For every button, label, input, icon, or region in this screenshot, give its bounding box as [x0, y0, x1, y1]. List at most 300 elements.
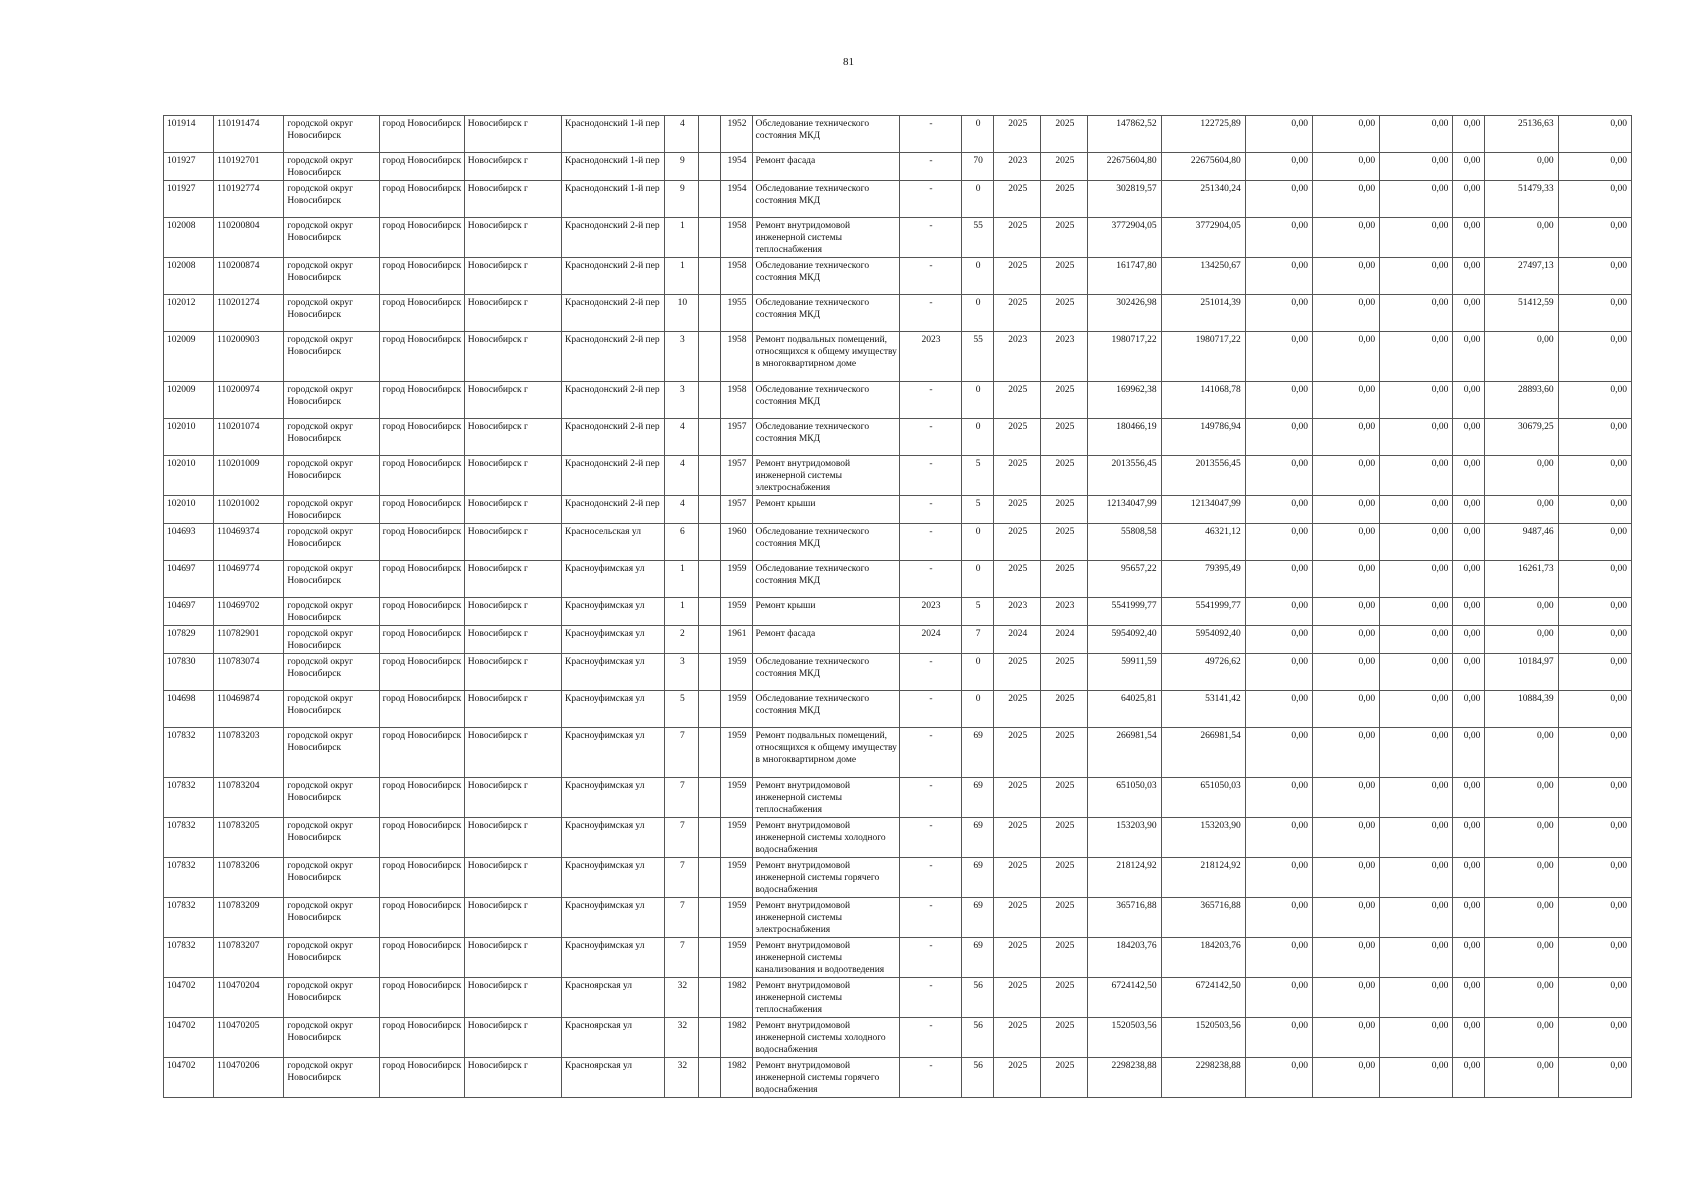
page-number: 81 [843, 56, 854, 68]
cell-work-type: Ремонт фасада [752, 626, 899, 654]
cell-reserve: 0,00 [1558, 598, 1631, 626]
cell-other-funds: 0,00 [1453, 419, 1485, 456]
cell-work-id: 110192701 [214, 153, 284, 181]
cell-locality: Новосибирск г [464, 524, 561, 561]
cell-start-year: 2025 [994, 295, 1041, 332]
cell-budget-local: 0,00 [1380, 153, 1453, 181]
cell-building [699, 419, 721, 456]
cell-work-type: Ремонт внутридомовой инженерной системы холодного водоснабжения [752, 818, 899, 858]
cell-work-type: Ремонт фасада [752, 153, 899, 181]
cell-house-number: 2 [665, 626, 699, 654]
cell-budget-federal: 0,00 [1245, 1058, 1312, 1098]
cell-budget-regional: 0,00 [1312, 116, 1379, 153]
cell-municipal-district: городской округ Новосибирск [284, 332, 379, 382]
cell-plan-year: - [899, 778, 961, 818]
cell-budget-federal: 0,00 [1245, 295, 1312, 332]
cell-house-id: 107832 [164, 778, 214, 818]
cell-start-year: 2023 [994, 153, 1041, 181]
cell-municipal-district: городской округ Новосибирск [284, 561, 379, 598]
cell-start-year: 2025 [994, 561, 1041, 598]
cell-house-id: 107832 [164, 898, 214, 938]
cell-street: Краснодонский 1-й пер [562, 116, 665, 153]
cell-fund-amount: 5954092,40 [1161, 626, 1245, 654]
cell-street: Красноуфимская ул [562, 598, 665, 626]
cell-plan-year: - [899, 218, 961, 258]
cell-total-cost: 95657,22 [1088, 561, 1161, 598]
table-row [164, 295, 1632, 332]
cell-build-year: 1959 [721, 561, 752, 598]
cell-fund-amount: 153203,90 [1161, 818, 1245, 858]
cell-house-id: 104693 [164, 524, 214, 561]
cell-locality: Новосибирск г [464, 598, 561, 626]
cell-owner-funds: 0,00 [1485, 938, 1558, 978]
cell-end-year: 2025 [1041, 496, 1088, 524]
cell-municipal-district: городской округ Новосибирск [284, 978, 379, 1018]
cell-house-id: 104702 [164, 978, 214, 1018]
cell-street: Красноярская ул [562, 1058, 665, 1098]
cell-budget-regional: 0,00 [1312, 728, 1379, 778]
cell-budget-federal: 0,00 [1245, 524, 1312, 561]
cell-reserve: 0,00 [1558, 524, 1631, 561]
cell-reserve: 0,00 [1558, 818, 1631, 858]
cell-plan-year: - [899, 691, 961, 728]
cell-reserve: 0,00 [1558, 153, 1631, 181]
cell-municipal-district: городской округ Новосибирск [284, 858, 379, 898]
cell-budget-federal: 0,00 [1245, 258, 1312, 295]
cell-settlement: город Новосибирск [379, 496, 464, 524]
cell-budget-local: 0,00 [1380, 858, 1453, 898]
cell-municipal-district: городской округ Новосибирск [284, 181, 379, 218]
cell-build-year: 1959 [721, 691, 752, 728]
cell-start-year: 2025 [994, 818, 1041, 858]
cell-municipal-district: городской округ Новосибирск [284, 728, 379, 778]
cell-street: Краснодонский 2-й пер [562, 456, 665, 496]
cell-total-cost: 5954092,40 [1088, 626, 1161, 654]
cell-work-id: 110469774 [214, 561, 284, 598]
cell-build-year: 1982 [721, 978, 752, 1018]
cell-end-year: 2025 [1041, 818, 1088, 858]
cell-budget-local: 0,00 [1380, 818, 1453, 858]
cell-build-year: 1958 [721, 332, 752, 382]
cell-budget-regional: 0,00 [1312, 496, 1379, 524]
table-row [164, 858, 1632, 898]
table-row [164, 116, 1632, 153]
table-row [164, 1058, 1632, 1098]
cell-house-id: 101914 [164, 116, 214, 153]
cell-work-id: 110782901 [214, 626, 284, 654]
cell-locality: Новосибирск г [464, 258, 561, 295]
cell-other-funds: 0,00 [1453, 181, 1485, 218]
cell-other-funds: 0,00 [1453, 258, 1485, 295]
cell-other-funds: 0,00 [1453, 561, 1485, 598]
cell-other-funds: 0,00 [1453, 456, 1485, 496]
cell-building [699, 778, 721, 818]
cell-reserve: 0,00 [1558, 258, 1631, 295]
cell-work-id: 110783074 [214, 654, 284, 691]
cell-budget-local: 0,00 [1380, 898, 1453, 938]
cell-street: Красноуфимская ул [562, 561, 665, 598]
cell-total-cost: 302819,57 [1088, 181, 1161, 218]
table-row [164, 778, 1632, 818]
cell-budget-local: 0,00 [1380, 181, 1453, 218]
cell-owner-funds: 0,00 [1485, 598, 1558, 626]
table-row [164, 898, 1632, 938]
cell-building [699, 654, 721, 691]
cell-settlement: город Новосибирск [379, 598, 464, 626]
cell-wear-percent: 56 [962, 978, 994, 1018]
cell-start-year: 2025 [994, 938, 1041, 978]
cell-end-year: 2025 [1041, 258, 1088, 295]
cell-other-funds: 0,00 [1453, 978, 1485, 1018]
cell-budget-regional: 0,00 [1312, 258, 1379, 295]
cell-street: Красноуфимская ул [562, 691, 665, 728]
cell-budget-regional: 0,00 [1312, 778, 1379, 818]
cell-fund-amount: 651050,03 [1161, 778, 1245, 818]
cell-settlement: город Новосибирск [379, 858, 464, 898]
cell-other-funds: 0,00 [1453, 218, 1485, 258]
cell-work-id: 110783207 [214, 938, 284, 978]
cell-total-cost: 1980717,22 [1088, 332, 1161, 382]
cell-work-id: 110783209 [214, 898, 284, 938]
cell-budget-local: 0,00 [1380, 116, 1453, 153]
cell-house-number: 7 [665, 728, 699, 778]
cell-start-year: 2023 [994, 598, 1041, 626]
cell-street: Краснодонский 2-й пер [562, 382, 665, 419]
cell-start-year: 2024 [994, 626, 1041, 654]
cell-budget-federal: 0,00 [1245, 332, 1312, 382]
cell-end-year: 2025 [1041, 218, 1088, 258]
table-row [164, 524, 1632, 561]
cell-house-id: 102008 [164, 258, 214, 295]
cell-budget-local: 0,00 [1380, 382, 1453, 419]
table-row [164, 818, 1632, 858]
cell-total-cost: 59911,59 [1088, 654, 1161, 691]
cell-build-year: 1959 [721, 898, 752, 938]
cell-build-year: 1958 [721, 258, 752, 295]
cell-work-type: Обследование технического состояния МКД [752, 258, 899, 295]
table-row [164, 181, 1632, 218]
cell-other-funds: 0,00 [1453, 858, 1485, 898]
cell-total-cost: 12134047,99 [1088, 496, 1161, 524]
cell-house-number: 5 [665, 691, 699, 728]
cell-fund-amount: 6724142,50 [1161, 978, 1245, 1018]
table-row [164, 938, 1632, 978]
cell-plan-year: - [899, 1058, 961, 1098]
cell-municipal-district: городской округ Новосибирск [284, 778, 379, 818]
table-row [164, 456, 1632, 496]
cell-budget-local: 0,00 [1380, 938, 1453, 978]
cell-reserve: 0,00 [1558, 978, 1631, 1018]
cell-work-id: 110192774 [214, 181, 284, 218]
cell-work-type: Обследование технического состояния МКД [752, 181, 899, 218]
cell-owner-funds: 10184,97 [1485, 654, 1558, 691]
cell-settlement: город Новосибирск [379, 818, 464, 858]
cell-municipal-district: городской округ Новосибирск [284, 382, 379, 419]
cell-build-year: 1957 [721, 456, 752, 496]
cell-budget-local: 0,00 [1380, 626, 1453, 654]
cell-municipal-district: городской округ Новосибирск [284, 153, 379, 181]
cell-other-funds: 0,00 [1453, 524, 1485, 561]
cell-house-number: 1 [665, 258, 699, 295]
cell-other-funds: 0,00 [1453, 598, 1485, 626]
cell-budget-federal: 0,00 [1245, 858, 1312, 898]
cell-fund-amount: 141068,78 [1161, 382, 1245, 419]
cell-settlement: город Новосибирск [379, 691, 464, 728]
cell-other-funds: 0,00 [1453, 654, 1485, 691]
cell-reserve: 0,00 [1558, 898, 1631, 938]
cell-start-year: 2025 [994, 1018, 1041, 1058]
cell-end-year: 2023 [1041, 332, 1088, 382]
cell-wear-percent: 69 [962, 818, 994, 858]
cell-house-id: 101927 [164, 181, 214, 218]
cell-start-year: 2025 [994, 116, 1041, 153]
cell-budget-local: 0,00 [1380, 496, 1453, 524]
cell-settlement: город Новосибирск [379, 778, 464, 818]
cell-work-id: 110200903 [214, 332, 284, 382]
cell-house-number: 4 [665, 419, 699, 456]
cell-house-number: 9 [665, 153, 699, 181]
cell-locality: Новосибирск г [464, 382, 561, 419]
cell-total-cost: 2013556,45 [1088, 456, 1161, 496]
cell-building [699, 561, 721, 598]
cell-fund-amount: 12134047,99 [1161, 496, 1245, 524]
cell-municipal-district: городской округ Новосибирск [284, 295, 379, 332]
cell-total-cost: 22675604,80 [1088, 153, 1161, 181]
cell-municipal-district: городской округ Новосибирск [284, 1018, 379, 1058]
cell-build-year: 1961 [721, 626, 752, 654]
cell-fund-amount: 184203,76 [1161, 938, 1245, 978]
cell-budget-regional: 0,00 [1312, 1058, 1379, 1098]
cell-locality: Новосибирск г [464, 654, 561, 691]
cell-plan-year: - [899, 818, 961, 858]
cell-start-year: 2025 [994, 654, 1041, 691]
cell-fund-amount: 1520503,56 [1161, 1018, 1245, 1058]
cell-end-year: 2025 [1041, 1058, 1088, 1098]
cell-house-id: 102009 [164, 332, 214, 382]
cell-building [699, 332, 721, 382]
cell-budget-local: 0,00 [1380, 1018, 1453, 1058]
cell-work-id: 110200974 [214, 382, 284, 419]
cell-end-year: 2025 [1041, 778, 1088, 818]
cell-start-year: 2025 [994, 1058, 1041, 1098]
cell-municipal-district: городской округ Новосибирск [284, 818, 379, 858]
cell-municipal-district: городской округ Новосибирск [284, 496, 379, 524]
cell-street: Краснодонский 2-й пер [562, 496, 665, 524]
cell-wear-percent: 69 [962, 858, 994, 898]
table-row [164, 258, 1632, 295]
cell-budget-local: 0,00 [1380, 598, 1453, 626]
cell-street: Красноярская ул [562, 1018, 665, 1058]
cell-start-year: 2025 [994, 978, 1041, 1018]
cell-start-year: 2025 [994, 258, 1041, 295]
cell-budget-federal: 0,00 [1245, 153, 1312, 181]
cell-house-id: 102008 [164, 218, 214, 258]
cell-work-type: Обследование технического состояния МКД [752, 654, 899, 691]
cell-budget-federal: 0,00 [1245, 116, 1312, 153]
cell-work-type: Ремонт внутридомовой инженерной системы горячего водоснабжения [752, 858, 899, 898]
cell-owner-funds: 25136,63 [1485, 116, 1558, 153]
cell-building [699, 898, 721, 938]
cell-municipal-district: городской округ Новосибирск [284, 626, 379, 654]
cell-wear-percent: 5 [962, 598, 994, 626]
cell-other-funds: 0,00 [1453, 898, 1485, 938]
cell-start-year: 2025 [994, 728, 1041, 778]
cell-settlement: город Новосибирск [379, 524, 464, 561]
cell-settlement: город Новосибирск [379, 728, 464, 778]
cell-plan-year: - [899, 728, 961, 778]
cell-budget-regional: 0,00 [1312, 181, 1379, 218]
cell-house-number: 9 [665, 181, 699, 218]
table-row [164, 728, 1632, 778]
cell-other-funds: 0,00 [1453, 728, 1485, 778]
table-row [164, 598, 1632, 626]
cell-work-type: Ремонт внутридомовой инженерной системы канализования и водоотведения [752, 938, 899, 978]
cell-municipal-district: городской округ Новосибирск [284, 456, 379, 496]
cell-budget-federal: 0,00 [1245, 778, 1312, 818]
cell-owner-funds: 30679,25 [1485, 419, 1558, 456]
cell-settlement: город Новосибирск [379, 626, 464, 654]
cell-reserve: 0,00 [1558, 181, 1631, 218]
cell-fund-amount: 3772904,05 [1161, 218, 1245, 258]
cell-house-number: 7 [665, 898, 699, 938]
cell-owner-funds: 27497,13 [1485, 258, 1558, 295]
cell-budget-regional: 0,00 [1312, 382, 1379, 419]
cell-work-id: 110201074 [214, 419, 284, 456]
cell-reserve: 0,00 [1558, 858, 1631, 898]
cell-building [699, 1018, 721, 1058]
cell-wear-percent: 0 [962, 116, 994, 153]
cell-reserve: 0,00 [1558, 419, 1631, 456]
cell-house-number: 7 [665, 938, 699, 978]
cell-owner-funds: 0,00 [1485, 818, 1558, 858]
cell-fund-amount: 53141,42 [1161, 691, 1245, 728]
cell-total-cost: 169962,38 [1088, 382, 1161, 419]
cell-house-number: 1 [665, 561, 699, 598]
cell-reserve: 0,00 [1558, 1018, 1631, 1058]
cell-fund-amount: 122725,89 [1161, 116, 1245, 153]
cell-start-year: 2025 [994, 524, 1041, 561]
cell-reserve: 0,00 [1558, 938, 1631, 978]
cell-start-year: 2025 [994, 218, 1041, 258]
cell-fund-amount: 266981,54 [1161, 728, 1245, 778]
cell-municipal-district: городской округ Новосибирск [284, 1058, 379, 1098]
cell-start-year: 2025 [994, 456, 1041, 496]
cell-settlement: город Новосибирск [379, 295, 464, 332]
cell-settlement: город Новосибирск [379, 116, 464, 153]
cell-budget-federal: 0,00 [1245, 561, 1312, 598]
cell-other-funds: 0,00 [1453, 295, 1485, 332]
cell-locality: Новосибирск г [464, 496, 561, 524]
cell-work-type: Ремонт подвальных помещений, относящихся к общему имуществу в многоквартирном доме [752, 332, 899, 382]
cell-plan-year: - [899, 153, 961, 181]
cell-plan-year: 2024 [899, 626, 961, 654]
cell-reserve: 0,00 [1558, 778, 1631, 818]
cell-house-number: 4 [665, 496, 699, 524]
cell-budget-federal: 0,00 [1245, 691, 1312, 728]
cell-settlement: город Новосибирск [379, 456, 464, 496]
cell-total-cost: 5541999,77 [1088, 598, 1161, 626]
cell-street: Краснодонский 2-й пер [562, 332, 665, 382]
cell-locality: Новосибирск г [464, 561, 561, 598]
cell-other-funds: 0,00 [1453, 938, 1485, 978]
cell-work-id: 110470204 [214, 978, 284, 1018]
cell-fund-amount: 46321,12 [1161, 524, 1245, 561]
cell-owner-funds: 0,00 [1485, 332, 1558, 382]
cell-budget-federal: 0,00 [1245, 419, 1312, 456]
cell-budget-federal: 0,00 [1245, 654, 1312, 691]
cell-settlement: город Новосибирск [379, 898, 464, 938]
cell-work-id: 110783204 [214, 778, 284, 818]
cell-wear-percent: 0 [962, 419, 994, 456]
table-row [164, 1018, 1632, 1058]
cell-building [699, 626, 721, 654]
cell-street: Красноярская ул [562, 978, 665, 1018]
cell-work-id: 110201274 [214, 295, 284, 332]
cell-end-year: 2025 [1041, 456, 1088, 496]
cell-total-cost: 55808,58 [1088, 524, 1161, 561]
cell-budget-regional: 0,00 [1312, 858, 1379, 898]
cell-plan-year: - [899, 524, 961, 561]
cell-build-year: 1958 [721, 218, 752, 258]
cell-house-id: 107832 [164, 818, 214, 858]
cell-end-year: 2025 [1041, 419, 1088, 456]
cell-fund-amount: 5541999,77 [1161, 598, 1245, 626]
cell-municipal-district: городской округ Новосибирск [284, 654, 379, 691]
cell-building [699, 181, 721, 218]
cell-locality: Новосибирск г [464, 728, 561, 778]
cell-municipal-district: городской округ Новосибирск [284, 898, 379, 938]
cell-fund-amount: 22675604,80 [1161, 153, 1245, 181]
cell-house-id: 107830 [164, 654, 214, 691]
cell-locality: Новосибирск г [464, 456, 561, 496]
cell-municipal-district: городской округ Новосибирск [284, 691, 379, 728]
cell-end-year: 2023 [1041, 598, 1088, 626]
cell-building [699, 598, 721, 626]
cell-settlement: город Новосибирск [379, 181, 464, 218]
cell-settlement: город Новосибирск [379, 1058, 464, 1098]
table-row [164, 626, 1632, 654]
cell-work-id: 110470205 [214, 1018, 284, 1058]
cell-locality: Новосибирск г [464, 818, 561, 858]
cell-budget-federal: 0,00 [1245, 978, 1312, 1018]
cell-wear-percent: 0 [962, 258, 994, 295]
cell-owner-funds: 0,00 [1485, 626, 1558, 654]
cell-build-year: 1959 [721, 938, 752, 978]
cell-locality: Новосибирск г [464, 153, 561, 181]
cell-owner-funds: 0,00 [1485, 778, 1558, 818]
cell-work-type: Обследование технического состояния МКД [752, 561, 899, 598]
cell-house-id: 101927 [164, 153, 214, 181]
cell-house-number: 3 [665, 382, 699, 419]
cell-wear-percent: 0 [962, 181, 994, 218]
cell-house-number: 32 [665, 1018, 699, 1058]
cell-street: Красносельская ул [562, 524, 665, 561]
cell-fund-amount: 218124,92 [1161, 858, 1245, 898]
cell-wear-percent: 0 [962, 561, 994, 598]
cell-work-type: Ремонт внутридомовой инженерной системы холодного водоснабжения [752, 1018, 899, 1058]
cell-settlement: город Новосибирск [379, 1018, 464, 1058]
cell-work-type: Ремонт внутридомовой инженерной системы горячего водоснабжения [752, 1058, 899, 1098]
cell-settlement: город Новосибирск [379, 978, 464, 1018]
cell-house-id: 102009 [164, 382, 214, 419]
cell-street: Красноуфимская ул [562, 626, 665, 654]
table-row [164, 496, 1632, 524]
cell-house-number: 32 [665, 1058, 699, 1098]
cell-total-cost: 180466,19 [1088, 419, 1161, 456]
cell-budget-regional: 0,00 [1312, 938, 1379, 978]
table-row [164, 654, 1632, 691]
cell-reserve: 0,00 [1558, 295, 1631, 332]
